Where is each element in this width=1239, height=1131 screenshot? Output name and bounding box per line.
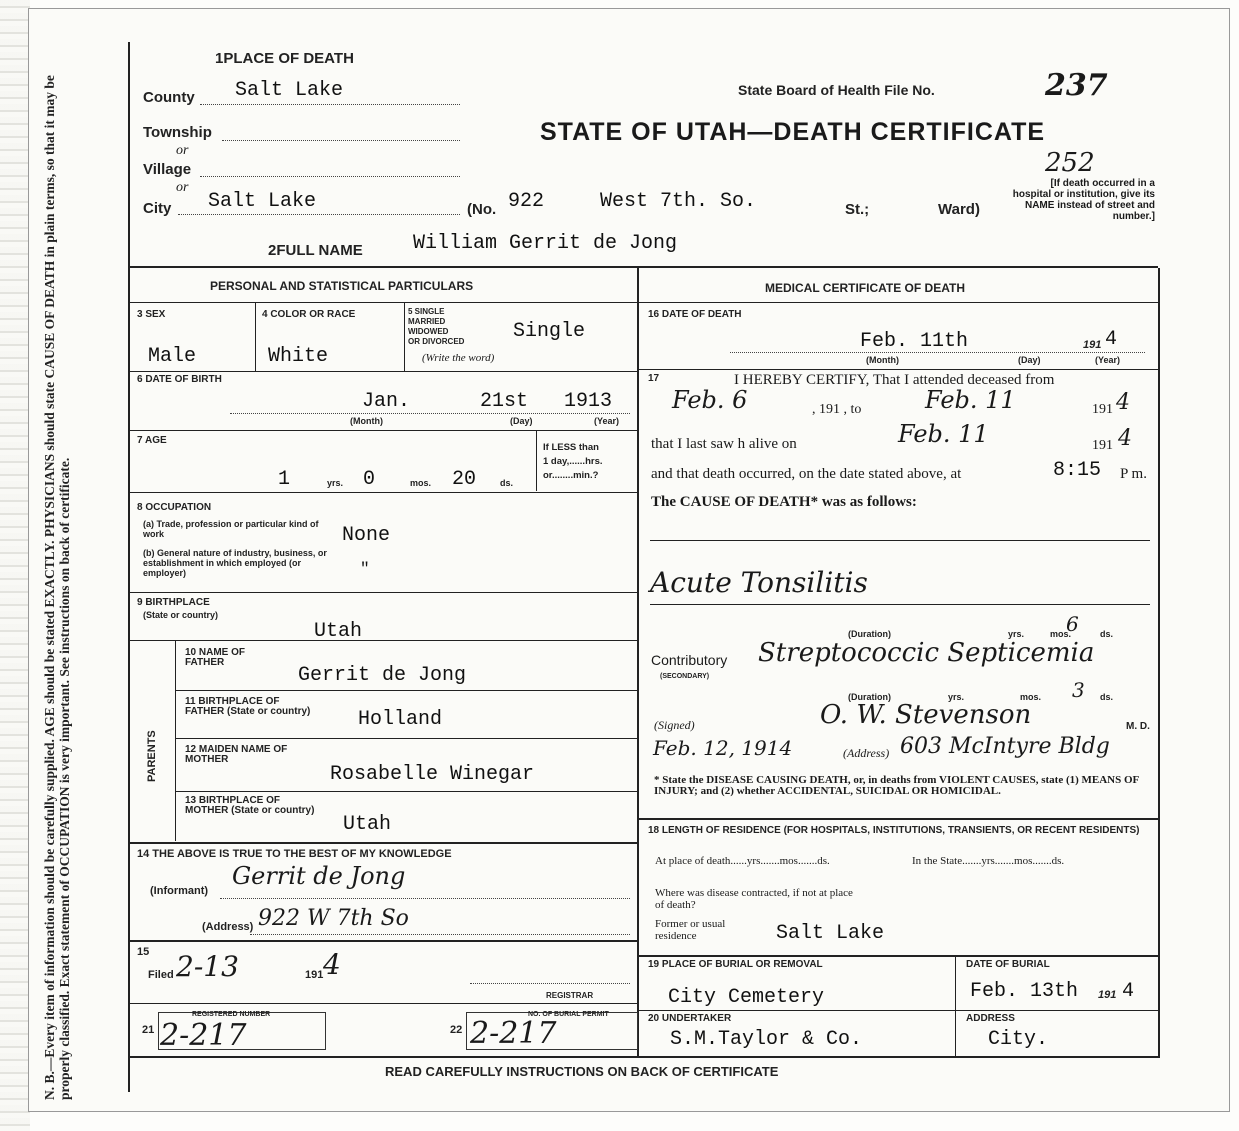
row-rule xyxy=(176,738,638,739)
mother-name-label: 12 MAIDEN NAME OF MOTHER xyxy=(185,744,288,765)
dob-label: 6 DATE OF BIRTH xyxy=(137,374,222,385)
row-rule xyxy=(128,592,638,593)
last-saw-date: Feb. 11 xyxy=(898,420,989,448)
certificate-title: STATE OF UTAH—DEATH CERTIFICATE xyxy=(540,118,1046,146)
burial-permit-label: NO. OF BURIAL PERMIT xyxy=(528,1011,609,1018)
signed-label: (Signed) xyxy=(654,718,695,732)
city-label: City xyxy=(143,200,172,217)
father-name-label: 10 NAME OF FATHER xyxy=(185,647,246,668)
form-bottom-rule xyxy=(128,1056,1158,1058)
dod-year-caption: (Year) xyxy=(1095,355,1121,365)
registered-number: 2-217 xyxy=(160,1018,247,1053)
place-of-death-label: 1PLACE OF DEATH xyxy=(215,50,354,67)
dod-day-caption: (Day) xyxy=(1018,355,1041,365)
physician-address-label: (Address) xyxy=(843,746,890,760)
death-year-prefix: 191 xyxy=(1083,339,1102,351)
burial-year-prefix: 191 xyxy=(1098,989,1117,1001)
address-line xyxy=(250,934,630,935)
color-value: White xyxy=(268,345,329,368)
attended-to-date: Feb. 11 xyxy=(925,386,1016,414)
cause-duration-label: (Duration) xyxy=(848,629,891,639)
contrib-duration-label: (Duration) xyxy=(848,692,891,702)
last-saw-year: 4 xyxy=(1118,426,1132,451)
filed-year: 4 xyxy=(323,948,341,981)
row-rule xyxy=(128,1003,638,1004)
undertaker-label: 20 UNDERTAKER xyxy=(648,1013,732,1024)
death-year: 4 xyxy=(1105,328,1118,351)
or-text: or xyxy=(176,143,189,158)
at-place-of-death: At place of death......yrs.......mos.......ds. xyxy=(655,855,830,867)
side-instructions: N. B.—Every item of information should be carefully supplied. AGE should be stated EXACTLY. PHYSICIANS should state CAUSE OF DEATH in plain terms, so that it may be properly classified. Exact statement of OCCUPATION is very important. See instructions on back of certificate. xyxy=(42,75,72,1100)
father-birthplace: Holland xyxy=(358,708,443,731)
burial-place: City Cemetery xyxy=(668,986,825,1009)
parents-vertical-label: PARENTS xyxy=(146,730,158,782)
certify-item-number: 17 xyxy=(648,373,660,384)
row-rule xyxy=(128,430,638,431)
attended-year: 4 xyxy=(1116,390,1130,415)
city-value: Salt Lake xyxy=(208,190,317,213)
burial-year: 4 xyxy=(1122,980,1135,1003)
contributory-label: Contributory xyxy=(651,652,728,668)
file-no-label: State Board of Health File No. xyxy=(738,82,935,98)
hospital-note: [If death occurred in a hospital or institution, give its NAME instead of street and number.] xyxy=(1012,178,1155,222)
row-rule xyxy=(638,369,1158,370)
dob-day: 21st xyxy=(480,390,529,413)
street-number: 922 xyxy=(508,190,545,213)
age-label: 7 AGE xyxy=(137,435,167,446)
row-rule xyxy=(128,640,638,641)
village-line xyxy=(200,176,460,177)
medical-section-title: MEDICAL CERTIFICATE OF DEATH xyxy=(765,281,965,295)
dob-year: 1913 xyxy=(564,390,613,413)
undertaker-address-label: ADDRESS xyxy=(966,1013,1015,1024)
row-rule xyxy=(176,690,638,691)
death-occurred-text: and that death occurred, on the date stated above, at xyxy=(651,466,962,482)
cause-line xyxy=(650,540,1150,541)
cause-duration-months: 6 xyxy=(1066,612,1079,636)
physician-signature: O. W. Stevenson xyxy=(820,700,1032,730)
cell-divider xyxy=(255,303,256,371)
secondary-label: (SECONDARY) xyxy=(660,673,710,680)
former-residence: Salt Lake xyxy=(776,922,885,945)
row-rule xyxy=(638,1010,1158,1011)
attended-to-connector: , 191 , to xyxy=(812,402,862,417)
age-days: 20 xyxy=(452,468,477,491)
row-rule xyxy=(128,492,638,493)
burial-permit-item-number: 22 xyxy=(450,1024,463,1036)
burial-place-label: 19 PLACE OF BURIAL OR REMOVAL xyxy=(648,959,823,970)
cause-line xyxy=(650,604,1150,605)
cause-duration-ds: ds. xyxy=(1100,629,1114,639)
row-rule xyxy=(176,791,638,792)
filed-item-number: 15 xyxy=(137,946,150,958)
cause-footnote: * State the DISEASE CAUSING DEATH, or, in deaths from VIOLENT CAUSES, state (1) MEANS OF INJURY; and (2) whether ACCIDENTAL, SUICIDAL OR HOMICIDAL. xyxy=(654,774,1139,797)
undertaker-address: City. xyxy=(988,1028,1049,1051)
dob-line xyxy=(230,413,630,414)
st-label: St.; xyxy=(845,201,870,218)
marital-value: Single xyxy=(513,320,586,343)
signed-date: Feb. 12, 1914 xyxy=(653,736,793,760)
row-rule xyxy=(638,818,1158,820)
row-rule xyxy=(638,955,1158,957)
or-text: or xyxy=(176,180,189,195)
dod-month-caption: (Month) xyxy=(866,355,899,365)
father-birthplace-label: 11 BIRTHPLACE OF FATHER (State or country) xyxy=(185,696,311,717)
birthplace-label: 9 BIRTHPLACE xyxy=(137,597,210,608)
death-time-suffix: P m. xyxy=(1120,466,1147,482)
full-name-value: William Gerrit de Jong xyxy=(413,232,678,255)
center-divider xyxy=(637,268,639,1056)
dob-month: Jan. xyxy=(362,390,411,413)
informant-signature: Gerrit de Jong xyxy=(232,862,406,890)
occupation-b-value: " xyxy=(360,560,370,578)
birthplace-value: Utah xyxy=(314,620,363,643)
last-saw-text: that I last saw h alive on xyxy=(651,436,797,452)
filed-year-prefix: 191 xyxy=(305,969,324,981)
contrib-duration-months: 3 xyxy=(1072,678,1085,702)
dob-year-caption: (Year) xyxy=(594,416,620,426)
cause-of-death: Acute Tonsilitis xyxy=(650,566,868,599)
county-line xyxy=(200,104,460,105)
informant-line xyxy=(220,898,630,899)
informant-address: 922 W 7th So xyxy=(258,906,409,931)
registered-number-label: REGISTERED NUMBER xyxy=(192,1011,271,1018)
occupation-a-value: None xyxy=(342,524,391,547)
street-name: West 7th. So. xyxy=(600,190,757,213)
row-rule xyxy=(128,371,638,372)
outer-right-rule xyxy=(1158,268,1160,1058)
cell-divider xyxy=(536,431,537,491)
form-top-rule xyxy=(128,266,1158,268)
contrib-duration-mos: mos. xyxy=(1020,692,1042,702)
dob-month-caption: (Month) xyxy=(350,416,383,426)
row-rule xyxy=(128,842,638,844)
father-name: Gerrit de Jong xyxy=(298,664,467,687)
dob-day-caption: (Day) xyxy=(510,416,533,426)
outer-left-rule xyxy=(128,42,130,1092)
stamp-number: 252 xyxy=(1045,148,1095,178)
burial-permit-number: 2-217 xyxy=(470,1016,557,1051)
birthplace-sub-label: (State or country) xyxy=(143,610,219,620)
mother-name: Rosabelle Winegar xyxy=(330,763,535,786)
street-no-label: (No. xyxy=(467,201,497,218)
village-label: Village xyxy=(143,161,192,178)
full-name-label: 2FULL NAME xyxy=(268,242,363,259)
less-than-day-note: If LESS than 1 day,......hrs. or........min.? xyxy=(543,442,603,481)
attended-year-prefix: 191 xyxy=(1092,402,1113,417)
age-yrs-caption: yrs. xyxy=(327,478,344,488)
parents-divider xyxy=(175,641,176,841)
township-line xyxy=(222,140,460,141)
marital-write-note: (Write the word) xyxy=(422,352,495,364)
date-of-death-label: 16 DATE OF DEATH xyxy=(648,309,742,320)
county-label: County xyxy=(143,89,195,106)
ward-label: Ward) xyxy=(938,201,980,218)
contrib-duration-yrs: yrs. xyxy=(948,692,965,702)
burial-date-label: DATE OF BURIAL xyxy=(966,959,1050,970)
section-title-rule xyxy=(128,302,1158,303)
sex-label: 3 SEX xyxy=(137,309,166,320)
last-saw-year-prefix: 191 xyxy=(1092,438,1113,453)
age-mos-caption: mos. xyxy=(410,478,432,488)
informant-address-label: (Address) xyxy=(202,921,254,933)
undertaker-name: S.M.Taylor & Co. xyxy=(670,1028,863,1051)
registrar-label: REGISTRAR xyxy=(546,991,594,1000)
in-the-state: In the State.......yrs.......mos.......ds. xyxy=(912,855,1065,867)
color-label: 4 COLOR OR RACE xyxy=(262,309,356,320)
death-time: 8:15 xyxy=(1053,459,1102,482)
former-residence-label: Former or usual residence xyxy=(655,918,726,942)
md-label: M. D. xyxy=(1126,721,1150,732)
residence-label: 18 LENGTH OF RESIDENCE (FOR HOSPITALS, INSTITUTIONS, TRANSIENTS, OR RECENT RESIDENTS) xyxy=(648,825,1140,836)
mother-birthplace-label: 13 BIRTHPLACE OF MOTHER (State or country) xyxy=(185,795,315,816)
sex-value: Male xyxy=(148,345,197,368)
township-label: Township xyxy=(143,124,212,141)
scan-edge xyxy=(0,0,30,1131)
registrar-line xyxy=(470,983,630,984)
dod-line xyxy=(730,352,1145,353)
cell-divider xyxy=(955,956,956,1056)
cause-duration-yrs: yrs. xyxy=(1008,629,1025,639)
occupation-b-label: (b) General nature of industry, business, or establishment in which employed (or employer) xyxy=(143,548,327,578)
mother-birthplace: Utah xyxy=(343,813,392,836)
age-ds-caption: ds. xyxy=(500,478,514,488)
occupation-label: 8 OCCUPATION xyxy=(137,502,212,513)
registered-item-number: 21 xyxy=(142,1024,155,1036)
date-of-death: Feb. 11th xyxy=(860,330,969,353)
knowledge-statement: 14 THE ABOVE IS TRUE TO THE BEST OF MY KNOWLEDGE xyxy=(137,848,452,860)
file-number: 237 xyxy=(1045,68,1108,103)
personal-section-title: PERSONAL AND STATISTICAL PARTICULARS xyxy=(210,279,474,293)
attended-from-date: Feb. 6 xyxy=(672,386,748,414)
contrib-duration-ds: ds. xyxy=(1100,692,1114,702)
certify-text: I HEREBY CERTIFY, That I attended deceased from xyxy=(734,372,1055,388)
row-rule xyxy=(128,940,638,942)
marital-label: 5 SINGLE MARRIED WIDOWED OR DIVORCED xyxy=(408,307,465,346)
age-years: 1 xyxy=(278,468,291,491)
footer-instructions: READ CAREFULLY INSTRUCTIONS ON BACK OF CERTIFICATE xyxy=(385,1064,779,1079)
cause-duration-mos: mos. xyxy=(1050,629,1072,639)
city-line xyxy=(178,214,460,215)
physician-address: 603 McIntyre Bldg xyxy=(900,734,1110,759)
filed-date: 2-13 xyxy=(176,950,239,983)
county-value: Salt Lake xyxy=(235,79,344,102)
burial-date: Feb. 13th xyxy=(970,980,1079,1003)
cell-divider xyxy=(404,303,405,371)
informant-label: (Informant) xyxy=(150,885,209,897)
filed-label: Filed xyxy=(148,969,174,981)
occupation-a-label: (a) Trade, profession or particular kind of work xyxy=(143,519,319,539)
cause-label: The CAUSE OF DEATH* was as follows: xyxy=(651,494,917,510)
where-contracted: Where was disease contracted, if not at place of death? xyxy=(655,887,853,911)
age-months: 0 xyxy=(363,468,376,491)
contributory-cause: Streptococcic Septicemia xyxy=(758,638,1095,668)
